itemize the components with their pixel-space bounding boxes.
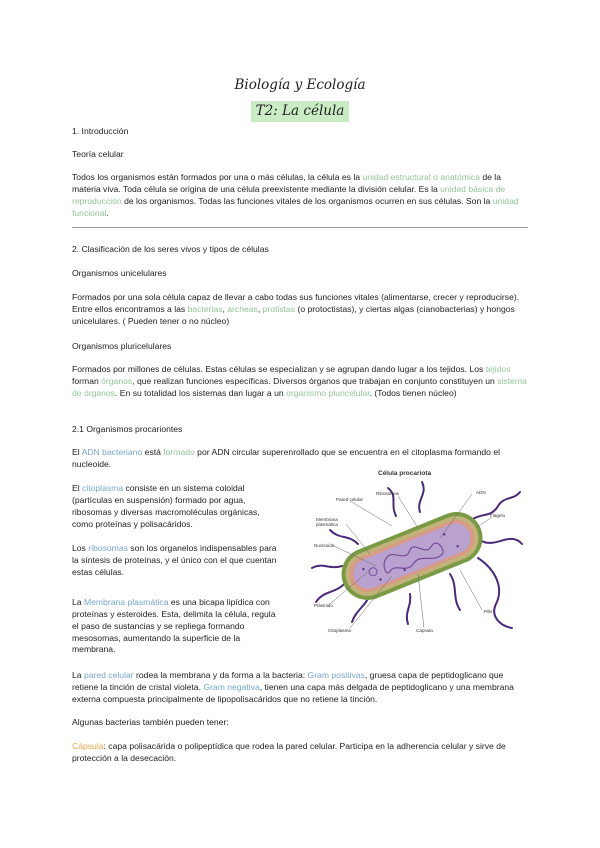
prokaryotic-cell-figure [300,470,528,638]
term-ribosomas: ribosomas [88,543,128,553]
teoria-celular-paragraph: Todos los organismos están formados por una o más células, la célula es la unidad estructural o anatómica de la materia viva. Toda célula se origina de una célula preexistente mediante la división celular. Es la unidad básica de reproducción de los organismos. Todas las funciones vitales de los organismos ocurren en sus células. Son la unidad funcional. [72,172,519,218]
document-subtitle: T2: La célula [251,101,350,122]
subtitle-wrap [0,101,600,122]
term-organos: órganos [101,375,133,386]
label-plasmido: Plásmido [314,603,333,608]
term-capsula: Cápsula [72,741,104,751]
flagellum [450,574,460,610]
label-citoplasma: Citoplasma [328,628,351,633]
section-1-heading: 1. Introducción [72,126,129,136]
section-2-heading: 2. Clasificación de los seres vivos y tipos de células [72,244,269,254]
term-unidad-estructural: unidad estructural o anatómica [362,172,480,182]
label-flagelo: Flagelo [490,513,506,518]
term-gram-positivas: Gram positivas [307,670,365,680]
adn-paragraph: El ADN bacteriano está formado por ADN circular superenrollado que se encuentra en el citoplasma formando el nucleoide. [72,447,501,469]
term-pared-celular: pared celular [83,670,134,680]
cell-body [334,504,491,608]
label-adn: ADN [476,490,486,495]
bacterium-illustration [300,470,528,638]
unicelulares-paragraph: Formados por una sola célula capaz de llevar a cabo todas sus funciones vitales (alimentarse, crecer y reproducirse). Entre ellos encontramos a las bacterias, archeas, protistas (o protoctistas), y ciertas algas (cianobacterias) y hongos unicelulares. ( Pueden tener o no núcleo) [72,292,520,326]
label-pared-celular: Pared celular [336,497,364,502]
flagellum [316,582,346,602]
label-nucleoide: Nucleoide [314,543,335,548]
document-title: Biología y Ecología [234,77,366,93]
term-unidad-basica: unidad básica de reproducción [72,183,506,206]
term-tejidos: tejidos [485,364,511,374]
membrana-paragraph: La Membrana plasmática es una bicapa lipídica con proteínas y esteroides. Esta, delimita la célula, regula el paso de sustancias y se repliega formando mesosomas, aumentando la superficie de la membrana. [72,597,276,655]
teoria-celular-heading: Teoría celular [72,149,124,159]
flagellum [419,482,424,512]
term-protistas: protistas [262,303,296,314]
ribosomas-paragraph: Los ribosomas son los organelos indispensables para la síntesis de proteínas, y el único con el que cuentan estas células. [72,543,277,577]
flagellum [330,530,358,544]
term-organismo-pluricelular: organismo pluricelular [286,387,370,398]
flagellum [407,594,410,624]
term-formado: formado [163,447,195,457]
pluricelulares-paragraph: Formados por millones de células. Estas células se especializan y se agrupan dando lugar a los tejidos. Los tejidos forman órganos, que realizan funciones específicas. Diversos órganos que trabajan en conjunto constituyen un sistema de órganos. En su totalidad los sistemas dan lugar a un organismo pluricelular. (Todos tienen núcleo) [72,364,527,398]
term-citoplasma: citoplasma [82,483,124,493]
pluricelulares-heading: Organismos pluricelulares [72,341,172,351]
flagellum [480,539,522,544]
label-capsula: Cápsula [416,628,433,633]
term-gram-negativa: Gram negativa [203,681,260,692]
term-unidad-funcional: unidad funcional [72,195,519,218]
term-bacterias: bacterias [187,303,223,314]
label-membrana: Membrana plasmática [316,517,338,527]
label-ribosomas: Ribosomas [376,491,399,496]
pared-celular-paragraph: La pared celular rodea la membrana y da forma a la bacteria: Gram positivas, gruesa capa de peptidoglicano que retiene la tinción de cristal violeta. Gram negativa, tienen una capa más delgada de peptidoglicano y una membrana externa compuesta principalmente de lipopolisacáridos que no retiene la tinción. [72,670,514,704]
capsula-paragraph: Cápsula: capa polisacárida o polipeptídica que rodea la pared celular. Participa en la adherencia celular y sirve de protección a la desecación. [72,741,506,763]
horizontal-divider [72,227,528,228]
term-adn-bacteriano: ADN bacteriano [81,447,143,457]
algunas-bacterias-line: Algunas bacterias también pueden tener: [72,717,229,727]
term-membrana-plasmatica: Membrana plasmática [83,597,169,607]
flagellum [312,566,342,568]
label-pilis: Pilis [484,609,493,614]
term-sistema-organos: sistema de órganos [72,375,527,398]
citoplasma-paragraph: El citoplasma consiste en un sistema coloidal (partículas en suspensión) formado por agua, ribosomas y diversas macromoléculas orgánicas, como proteínas y polisacáridos. [72,483,260,529]
term-archeas: archeas [227,303,258,314]
section-2-1-heading: 2.1 Organismos procariontes [72,424,183,434]
flagellum [478,558,512,628]
figure-title: Célula procariota [378,470,432,477]
unicelulares-heading: Organismos unicelulares [72,268,167,278]
